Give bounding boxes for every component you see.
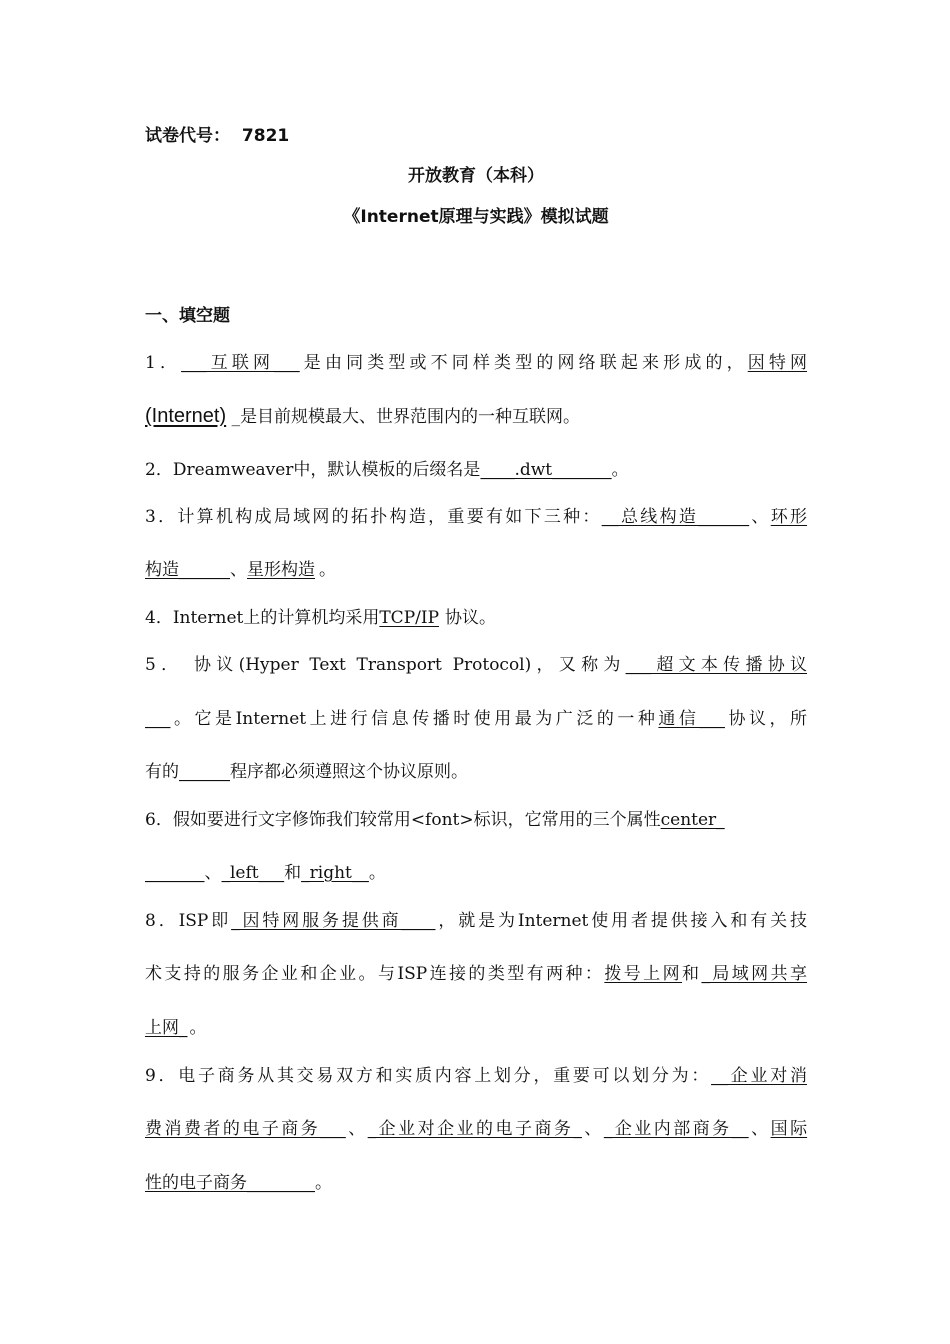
q4-answer: TCP/IP	[379, 608, 440, 628]
q8-text-3: 术支持的服务企业和企业。与ISP连接的类型有两种：	[145, 964, 605, 984]
q6-answer-1: center_	[660, 810, 725, 830]
q8-answer-1: _因特网服务提供商____	[231, 911, 436, 931]
q1-answer-2: 因特网	[747, 353, 808, 373]
q3-end: 。	[319, 560, 336, 580]
q5-text: 5． 协议(Hyper Text Transport Protocol)，又称为	[145, 655, 626, 675]
q3-sep-1: 、	[749, 507, 771, 527]
q1-answer-2-cont: (Internet)	[145, 405, 227, 427]
q8-answer-3: _局域网共享	[701, 964, 808, 984]
q6-answer-3: _right__	[301, 863, 369, 883]
q9-sep-3: 、	[748, 1119, 771, 1139]
q6-answer-1-cont: _______	[145, 863, 205, 883]
question-9-line-1	[145, 1064, 807, 1088]
q3-sep-2: 、	[230, 560, 247, 580]
q9-text: 9．电子商务从其交易双方和实质内容上划分，重要可以划分为：	[145, 1066, 712, 1086]
q3-answer-3: 星形构造	[247, 560, 315, 580]
question-1-line-2	[145, 404, 807, 429]
q1-answer-1: ___互联网___	[181, 353, 300, 373]
question-9-line-3	[145, 1171, 807, 1195]
exam-code-label: 试卷代号：	[145, 126, 230, 146]
q9-answer-1: __企业对消	[711, 1066, 807, 1086]
question-9-line-2	[145, 1117, 807, 1141]
q5-answer-1: ___超文本传播协议	[625, 655, 807, 675]
question-5-line-3	[145, 760, 807, 784]
question-3-line-1	[145, 505, 807, 529]
q2-answer: ____.dwt_______	[480, 460, 612, 480]
section-heading: 一、填空题	[145, 306, 230, 326]
q5-answer-2: 通信___	[658, 709, 725, 729]
q5-text-3: 协议，所	[724, 709, 808, 729]
q8-and: 和	[682, 964, 702, 984]
question-8-line-1	[145, 909, 807, 933]
q9-answer-2: _企业对企业的电子商务_	[367, 1119, 582, 1139]
q3-answer-1: __总线构造______	[601, 507, 750, 527]
q3-answer-2-cont: 构造______	[145, 560, 230, 580]
q9-end: 。	[315, 1173, 332, 1193]
q9-answer-4-cont: 性的电子商务________	[145, 1173, 315, 1193]
exam-code-value: 7821	[241, 126, 290, 146]
q5-text-5: 程序都必须遵照这个协议原则。	[230, 762, 468, 782]
q5-text-4: 有的	[145, 762, 179, 782]
question-4	[145, 606, 807, 630]
q8-text-2: ，就是为Internet使用者提供接入和有关技	[435, 911, 808, 931]
q4-text: 4．Internet上的计算机均采用	[145, 608, 380, 628]
question-5-line-1	[145, 653, 807, 677]
q1-text: 是由同类型或不同样类型的网络联起来形成的，	[299, 353, 748, 373]
q6-sep-1: 、	[204, 863, 222, 883]
q5-answer-3: ______	[179, 762, 230, 782]
question-1-line-1	[145, 351, 807, 375]
exam-title-line2: 《Internet原理与实践》模拟试题	[343, 207, 609, 227]
question-2	[145, 458, 807, 482]
question-8-line-3	[145, 1016, 807, 1040]
question-6-line-2	[145, 861, 807, 885]
q8-answer-3-cont: 上网_	[145, 1018, 188, 1038]
q6-sep-2: 和	[284, 863, 302, 883]
q8-text: 8．ISP即	[145, 911, 232, 931]
q5-answer-1-cont: ___	[145, 709, 171, 729]
q2-end: 。	[611, 460, 629, 480]
q1-number: 1．	[145, 353, 182, 373]
q9-answer-1-cont: 费消费者的电子商务___	[145, 1119, 346, 1139]
q2-text: 2．Dreamweaver中，默认模板的后缀名是	[145, 460, 481, 480]
exam-code-line	[145, 124, 807, 148]
q3-text: 3．计算机构成局域网的拓扑构造，重要有如下三种：	[145, 507, 602, 527]
q3-answer-2: 环形	[770, 507, 808, 527]
q5-text-2: 。它是Internet上进行信息传播时使用最为广泛的一种	[170, 709, 659, 729]
question-5-line-2	[145, 707, 807, 731]
q6-answer-2: _left___	[221, 863, 285, 883]
q9-sep-1: 、	[345, 1119, 368, 1139]
question-3-line-2	[145, 558, 807, 582]
q6-end: 。	[368, 863, 386, 883]
q8-answer-2: 拨号上网	[604, 964, 683, 984]
q1-text-2: _是目前规模最大、世界范围内的一种互联网。	[231, 407, 581, 427]
question-8-line-2	[145, 962, 807, 986]
question-6-line-1	[145, 808, 807, 832]
q4-end: 协议。	[445, 608, 497, 628]
exam-title-line1: 开放教育（本科）	[408, 166, 544, 186]
q9-answer-4: 国际	[770, 1119, 808, 1139]
q9-sep-2: 、	[581, 1119, 604, 1139]
q9-answer-3: _企业内部商务__	[603, 1119, 749, 1139]
q6-text: 6．假如要进行文字修饰我们较常用<font>标识，它常用的三个属性	[145, 810, 661, 830]
q8-end: 。	[189, 1018, 207, 1038]
